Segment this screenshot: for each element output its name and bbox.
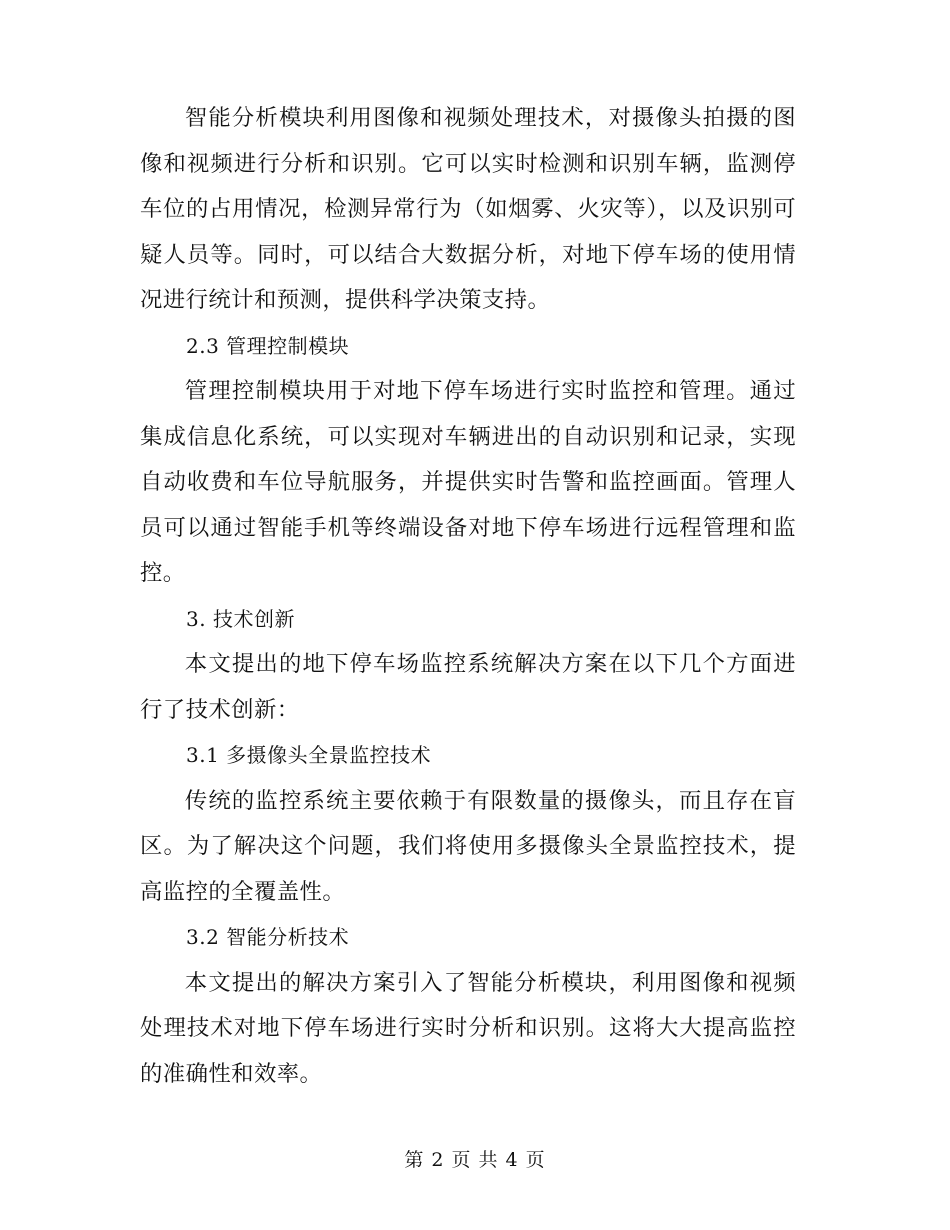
document-body	[140, 96, 796, 1097]
section-heading-3: 3. 技术创新	[186, 606, 295, 631]
paragraph-panoramic-monitoring: 传统的监控系统主要依赖于有限数量的摄像头，而且存在盲区。为了解决这个问题，我们将使用多摄像头全景监控技术，提高监控的全覆盖性。	[140, 787, 796, 905]
section-heading-3-1: 3.1 多摄像头全景监控技术	[186, 743, 432, 767]
section-heading-3-2: 3.2 智能分析技术	[186, 925, 350, 949]
paragraph-smart-analysis-tech: 本文提出的解决方案引入了智能分析模块，利用图像和视频处理技术对地下停车场进行实时分析和识别。这将大大提高监控的准确性和效率。	[140, 969, 796, 1087]
section-heading-2-3: 2.3 管理控制模块	[186, 333, 350, 358]
paragraph-intelligent-analysis: 智能分析模块利用图像和视频处理技术，对摄像头拍摄的图像和视频进行分析和识别。它可以实时检测和识别车辆，监测停车位的占用情况，检测异常行为（如烟雾、火灾等），以及识别可疑人员等。同时，可以结合大数据分析，对地下停车场的使用情况进行统计和预测，提供科学决策支持。	[140, 105, 796, 313]
paragraph-management-control: 管理控制模块用于对地下停车场进行实时监控和管理。通过集成信息化系统，可以实现对车辆进出的自动识别和记录，实现自动收费和车位导航服务，并提供实时告警和监控画面。管理人员可以通过智能手机等终端设备对地下停车场进行远程管理和监控。	[140, 378, 796, 586]
paragraph-tech-innovation-intro: 本文提出的地下停车场监控系统解决方案在以下几个方面进行了技术创新：	[140, 651, 796, 723]
page-number-label: 第 2 页 共 4 页	[404, 1149, 546, 1171]
page-footer	[0, 1146, 950, 1174]
